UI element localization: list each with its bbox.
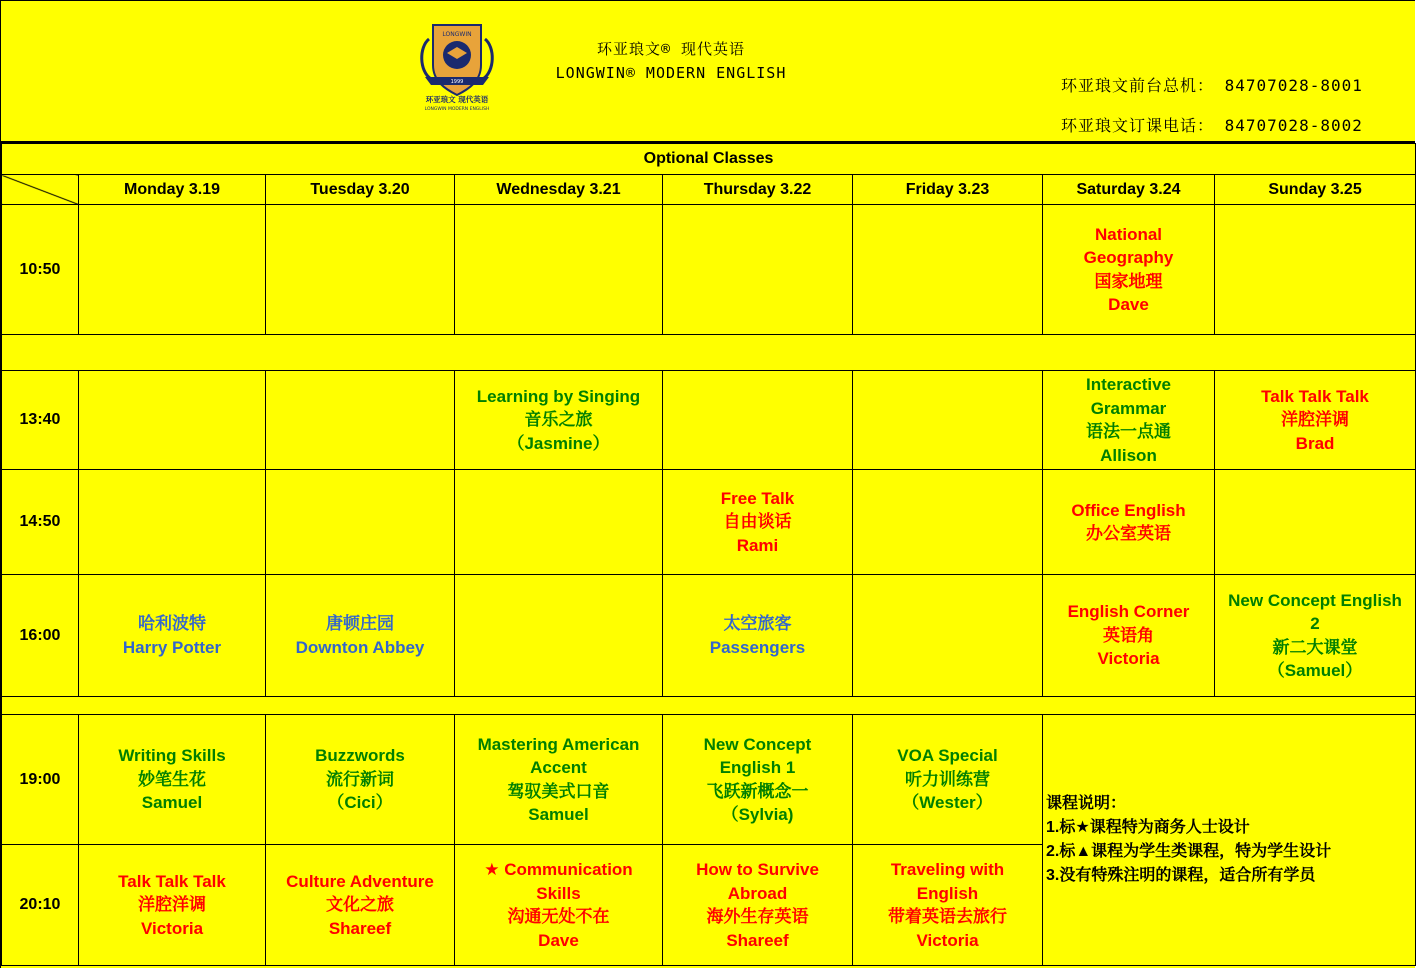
class-line: 语法一点通 (1086, 422, 1171, 441)
class-line: 哈利波特 (138, 614, 206, 633)
class-line: Dave (538, 930, 579, 950)
class-line: （Samuel） (1267, 661, 1363, 680)
class-cell (79, 845, 266, 966)
day-header: Monday 3.19 (79, 175, 266, 205)
course-notes (1043, 715, 1416, 966)
class-cell (1043, 205, 1215, 335)
class-line: （Wester） (902, 793, 993, 813)
class-line: 妙笔生花 (138, 769, 206, 789)
class-cell (1215, 575, 1416, 697)
class-line: 太空旅客 (723, 614, 792, 633)
class-line: Victoria (916, 930, 979, 950)
day-header: Thursday 3.22 (663, 175, 853, 205)
logo-en: LONGWIN MODERN ENGLISH (424, 107, 490, 112)
class-line: Samuel (528, 805, 589, 824)
class-line: 国家地理 (1094, 271, 1163, 291)
class-line: Allison (1100, 445, 1157, 465)
class-line: 海外生存英语 (706, 907, 809, 926)
table-title: Optional Classes (2, 144, 1416, 175)
empty-cell (663, 371, 853, 470)
class-line: Talk Talk Talk (118, 871, 226, 891)
class-line: Downton Abbey (295, 637, 425, 657)
class-cell (663, 575, 853, 697)
empty-cell (663, 205, 853, 335)
class-line: （Cici） (327, 793, 393, 813)
empty-cell (79, 470, 266, 575)
notes-title: 课程说明： (1046, 795, 1127, 812)
class-line: 洋腔洋调 (1281, 410, 1350, 430)
spacer-row (2, 335, 1416, 371)
time-row (2, 470, 1416, 575)
time-row (2, 371, 1416, 470)
time-label: 10:50 (2, 205, 79, 335)
empty-cell (1215, 470, 1416, 575)
class-line: Learning by Singing (476, 386, 641, 406)
class-cell (1043, 575, 1215, 697)
class-line: Accent (530, 758, 587, 777)
class-line: （Jasmine） (507, 433, 610, 453)
class-line: Office English (1071, 500, 1186, 520)
empty-cell (455, 205, 663, 335)
time-row (2, 575, 1416, 697)
class-line: Interactive (1085, 375, 1172, 394)
empty-cell (266, 371, 455, 470)
class-line: 驾驭美式口音 (507, 781, 610, 801)
logo-cn: 环亚琅文 现代英语 (425, 95, 489, 104)
class-cell (266, 575, 455, 697)
class-cell (79, 715, 266, 845)
class-cell (853, 845, 1043, 966)
empty-cell (266, 470, 455, 575)
empty-cell (853, 205, 1043, 335)
class-line: How to Survive (696, 860, 819, 879)
class-line: Geography (1083, 248, 1174, 267)
empty-cell (455, 470, 663, 575)
notes-item: 3.没有特殊注明的课程，适合所有学员 (1046, 867, 1316, 884)
empty-cell (79, 371, 266, 470)
day-header: Saturday 3.24 (1043, 175, 1215, 205)
time-label: 19:00 (2, 715, 79, 845)
class-line: Free Talk (720, 488, 795, 508)
class-line: National (1094, 224, 1163, 244)
class-line: Writing Skills (118, 746, 226, 766)
class-line: Shareef (328, 918, 392, 938)
class-line: 飞跃新概念一 (706, 781, 809, 801)
class-line: 音乐之旅 (524, 410, 593, 430)
class-cell (266, 715, 455, 845)
empty-cell (455, 575, 663, 697)
class-line: 自由谈话 (723, 512, 792, 532)
notes-item: 2.标▲课程为学生类课程，特为学生设计 (1046, 843, 1332, 860)
class-line: Culture Adventure (286, 871, 434, 891)
class-line: Skills (536, 883, 581, 903)
time-label: 14:50 (2, 470, 79, 575)
class-cell (455, 715, 663, 845)
class-line: 带着英语去旅行 (888, 907, 1007, 926)
class-line: 文化之旅 (326, 895, 394, 915)
class-line: VOA Special (897, 746, 998, 766)
svg-text:LONGWIN: LONGWIN (442, 31, 472, 38)
front-desk-phone: 环亚琅文前台总机： 84707028-8001 (1061, 76, 1363, 95)
class-line: New Concept English (1228, 590, 1402, 610)
class-line: 沟通无处不在 (507, 907, 610, 926)
class-line: 唐顿庄园 (326, 614, 394, 633)
class-line: English (916, 883, 979, 903)
empty-cell (853, 371, 1043, 470)
class-cell (1043, 371, 1215, 470)
class-line: English Corner (1067, 602, 1190, 622)
class-line: 英语角 (1103, 625, 1154, 645)
logo-year: 1999 (450, 79, 464, 85)
class-line: Harry Potter (122, 637, 222, 657)
class-line: Talk Talk Talk (1261, 386, 1369, 406)
class-line: Shareef (726, 930, 789, 950)
class-cell (663, 715, 853, 845)
class-line: Traveling with (890, 860, 1005, 879)
class-cell (79, 575, 266, 697)
schedule-table (1, 143, 1416, 966)
class-line: 听力训练营 (905, 769, 990, 789)
class-line: Abroad (727, 883, 788, 903)
class-cell (663, 845, 853, 966)
time-label: 13:40 (2, 371, 79, 470)
booking-phone: 环亚琅文订课电话： 84707028-8002 (1061, 116, 1363, 135)
class-cell (1043, 470, 1215, 575)
class-line: Grammar (1090, 398, 1167, 418)
brand-cn: 环亚琅文® 现代英语 (596, 40, 746, 58)
class-line: Victoria (1097, 649, 1160, 669)
class-cell (1215, 371, 1416, 470)
corner-cell (2, 175, 79, 205)
class-cell (455, 371, 663, 470)
class-line: ★ Communication (484, 860, 633, 879)
class-cell (663, 470, 853, 575)
empty-cell (853, 575, 1043, 697)
class-line: Passengers (709, 637, 806, 657)
class-line: Brad (1295, 433, 1335, 453)
class-line: 2 (1310, 614, 1320, 633)
class-line: （Sylvia) (721, 805, 794, 824)
time-label: 20:10 (2, 845, 79, 966)
class-line: 流行新词 (326, 769, 394, 789)
class-line: Dave (1108, 295, 1149, 314)
class-line: 办公室英语 (1086, 524, 1171, 543)
empty-cell (1215, 205, 1416, 335)
notes-item: 1.标★课程特为商务人士设计 (1046, 819, 1250, 836)
class-line: English 1 (719, 758, 796, 777)
class-line: Buzzwords (315, 746, 405, 766)
class-line: 新二大课堂 (1272, 637, 1358, 657)
class-line: Victoria (140, 918, 204, 938)
longwin-logo (417, 19, 497, 114)
time-row (2, 205, 1416, 335)
spacer-row (2, 697, 1416, 715)
class-line: Mastering American (477, 734, 640, 754)
header (1, 1, 1415, 143)
time-label: 16:00 (2, 575, 79, 697)
empty-cell (79, 205, 266, 335)
class-cell (853, 715, 1043, 845)
class-cell (455, 845, 663, 966)
empty-cell (853, 470, 1043, 575)
day-header: Sunday 3.25 (1215, 175, 1416, 205)
brand-en: LONGWIN® MODERN ENGLISH (555, 64, 787, 82)
class-line: Rami (736, 535, 779, 555)
class-line: 洋腔洋调 (138, 895, 206, 915)
day-header: Wednesday 3.21 (455, 175, 663, 205)
day-header: Friday 3.23 (853, 175, 1043, 205)
brand-block (536, 37, 806, 85)
day-header: Tuesday 3.20 (266, 175, 455, 205)
class-cell (266, 845, 455, 966)
time-row (2, 715, 1416, 845)
class-line: Samuel (141, 793, 203, 813)
empty-cell (266, 205, 455, 335)
class-line: New Concept (703, 734, 812, 754)
